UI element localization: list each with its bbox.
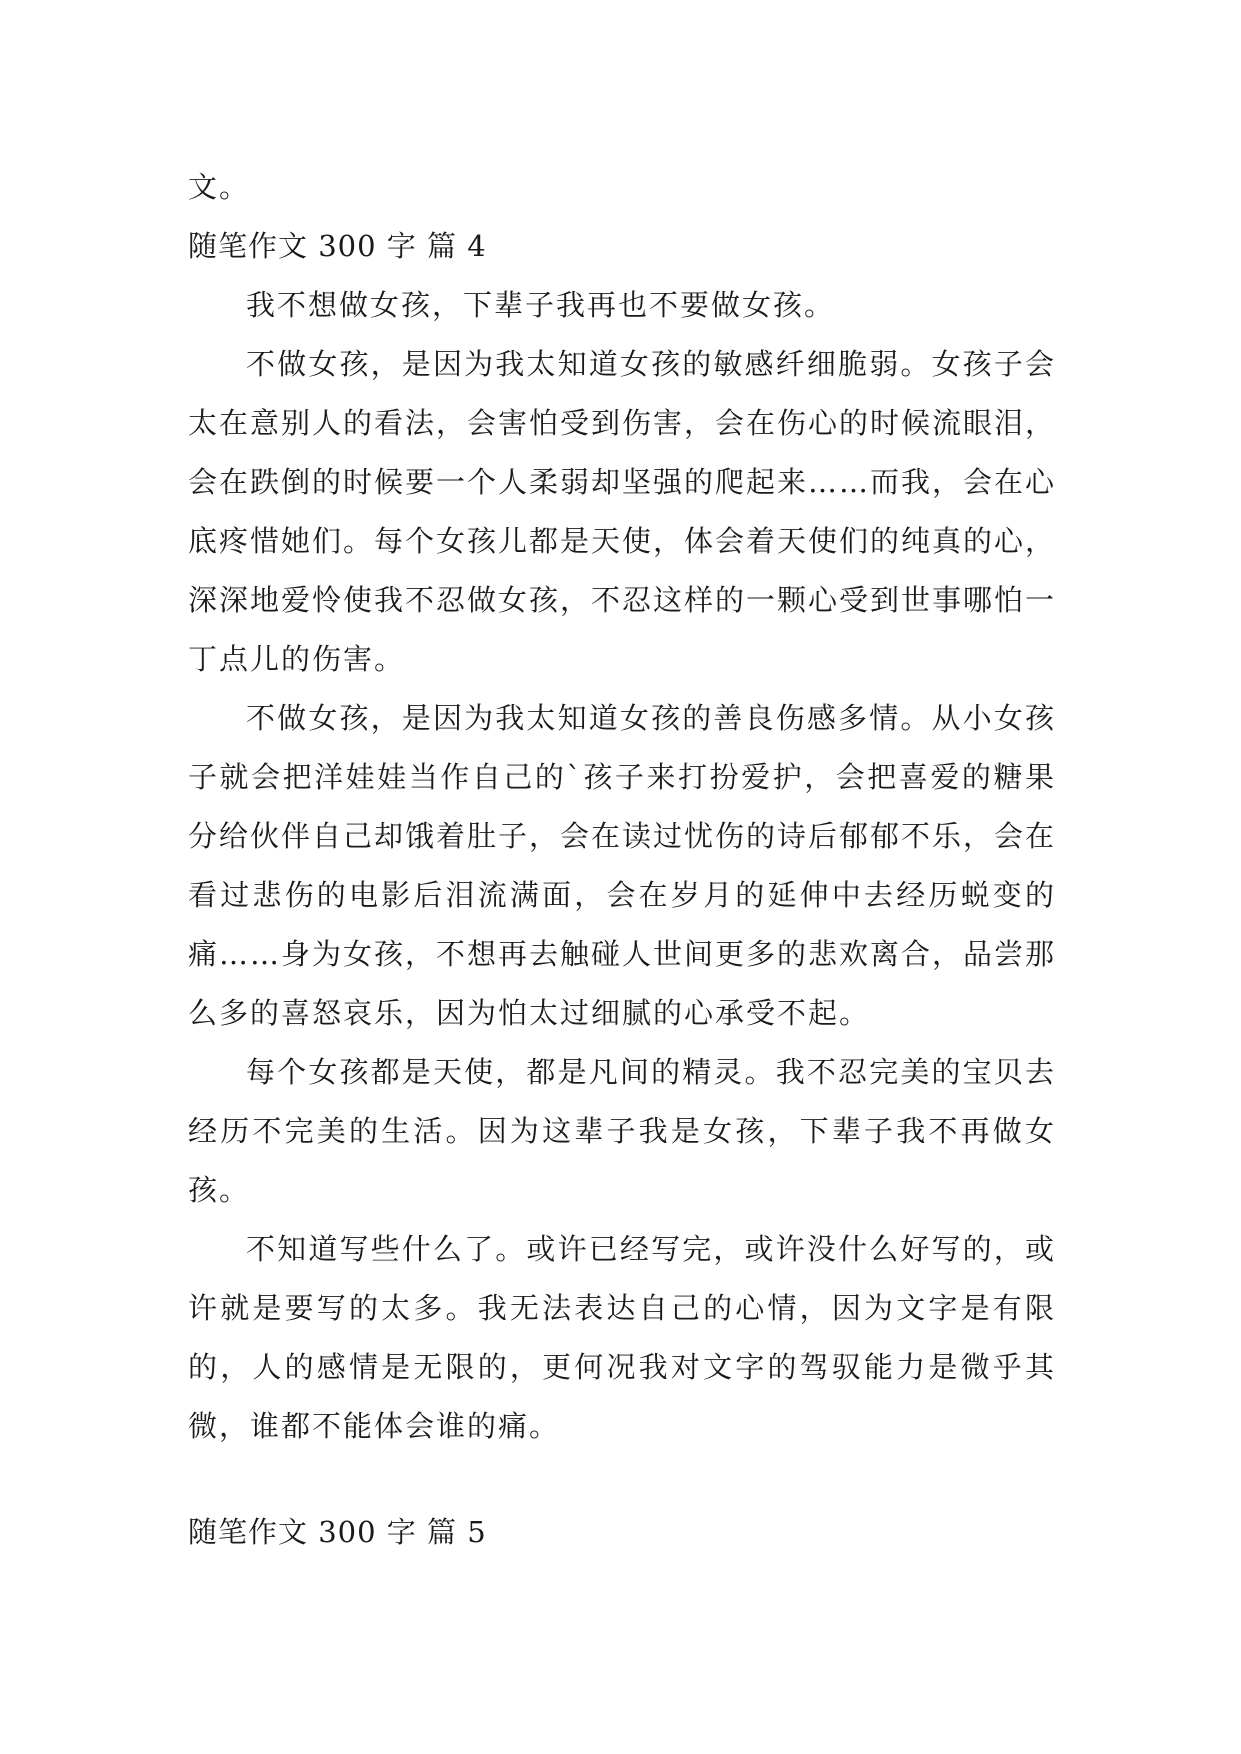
paragraph: 不知道写些什么了。或许已经写完，或许没什么好写的，或许就是要写的太多。我无法表达自己的心情，因为文字是有限的，人的感情是无限的，更何况我对文字的驾驭能力是微乎其微，谁都不能体会谁的痛。	[188, 1232, 1056, 1443]
section-heading-4: 随笔作文 300 字 篇 4	[188, 229, 487, 263]
section-heading-5: 随笔作文 300 字 篇 5	[188, 1515, 487, 1549]
paragraph: 每个女孩都是天使，都是凡间的精灵。我不忍完美的宝贝去经历不完美的生活。因为这辈子我是女孩，下辈子我不再做女孩。	[188, 1055, 1056, 1207]
paragraph: 不做女孩，是因为我太知道女孩的善良伤感多情。从小女孩子就会把洋娃娃当作自己的`孩子来打扮爱护，会把喜爱的糖果分给伙伴自己却饿着肚子，会在读过忧伤的诗后郁郁不乐，会在看过悲伤的电影后泪流满面，会在岁月的延伸中去经历蜕变的痛……身为女孩，不想再去触碰人世间更多的悲欢离合，品尝那么多的喜怒哀乐，因为怕太过细腻的心承受不起。	[188, 701, 1057, 1030]
continued-text-fragment: 文。	[188, 170, 251, 204]
paragraph: 不做女孩，是因为我太知道女孩的敏感纤细脆弱。女孩子会太在意别人的看法，会害怕受到伤害，会在伤心的时候流眼泪，会在跌倒的时候要一个人柔弱却坚强的爬起来……而我，会在心底疼惜她们。每个女孩儿都是天使，体会着天使们的纯真的心，深深地爱怜使我不忍做女孩，不忍这样的一颗心受到世事哪怕一丁点儿的伤害。	[188, 347, 1057, 676]
section-body-4	[188, 276, 1056, 1456]
paragraph: 我不想做女孩，下辈子我再也不要做女孩。	[246, 288, 836, 322]
